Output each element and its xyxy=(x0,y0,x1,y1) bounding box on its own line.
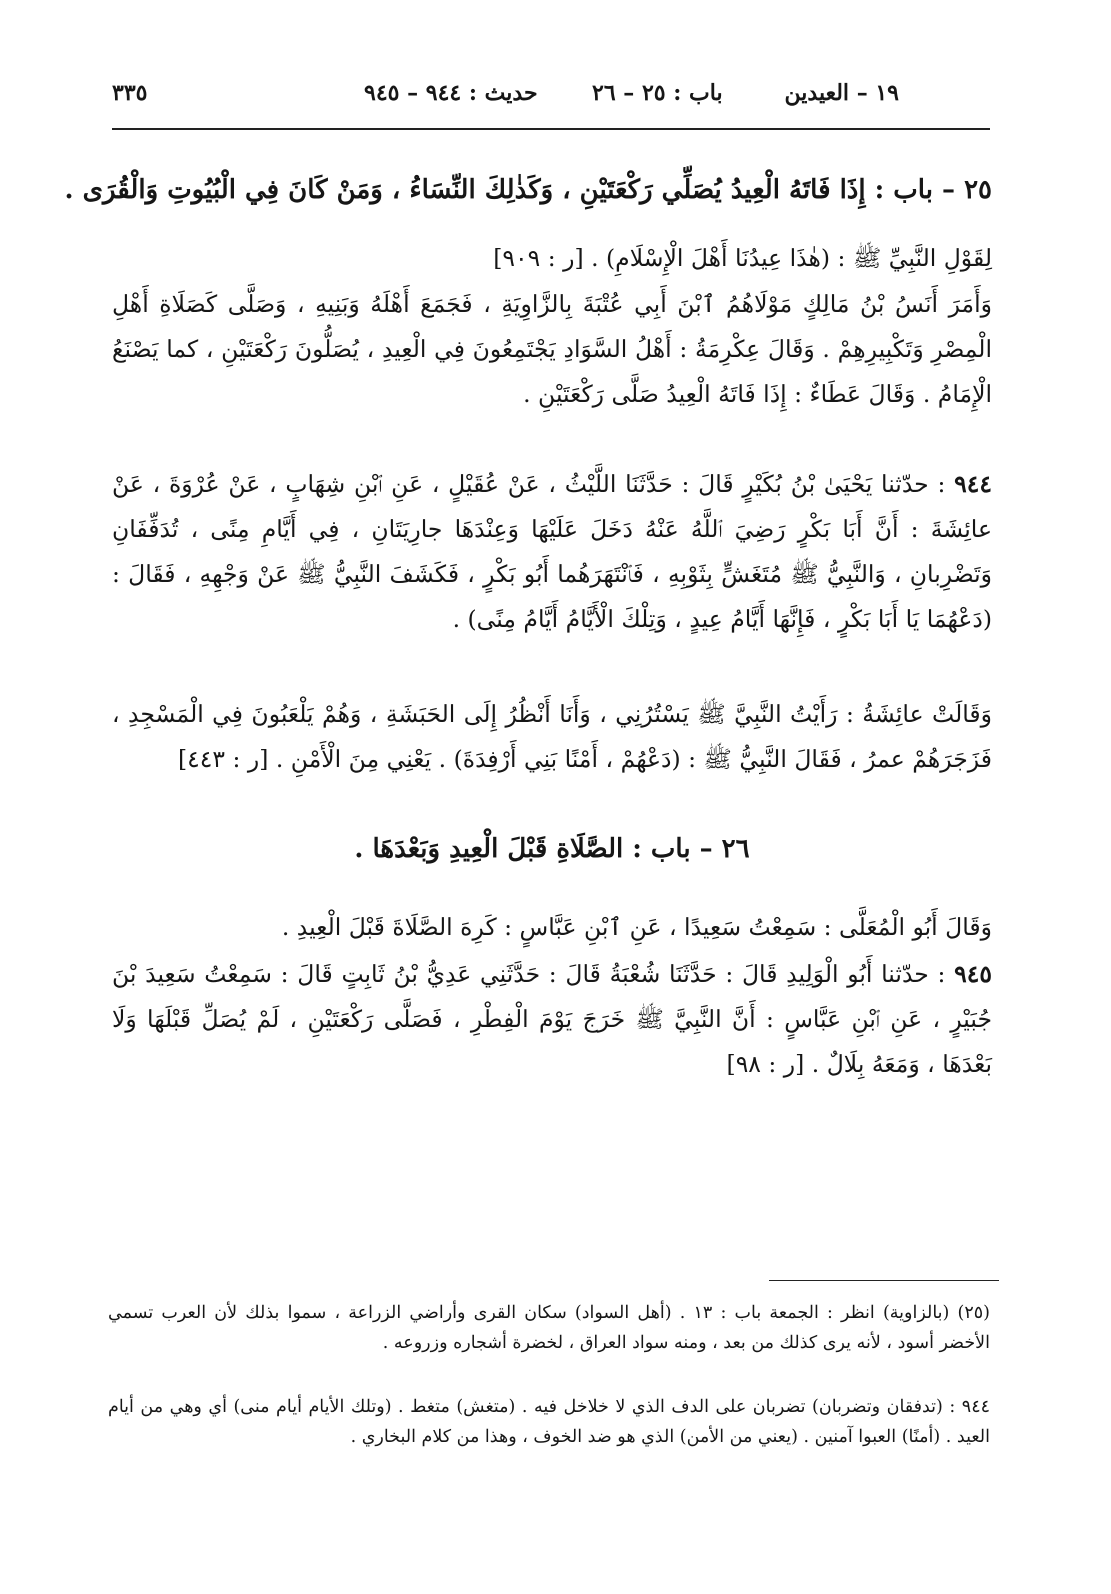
footnote-25: (٢٥) (بالزاوية) انظر : الجمعة باب : ١٣ . (أهل السواد) سكان القرى وأراضي الزراعة ، سموا بذلك لأن العرب تسمي الأخضر أسود ، لأنه يرى كذلك من بعد ، ومنه سواد العراق ، لخضرة أشجاره وزروعه . xyxy=(108,1303,990,1353)
hadith-945 xyxy=(112,952,992,1087)
hadith-944 xyxy=(112,462,992,642)
hadith-944-text: : حدّثنا يَحْيَىٰ بْنُ بُكَيْرٍ قَالَ : حَدَّثَنَا اللَّيْثُ ، عَنْ عُقَيْلٍ ، عَنِ ٱبْنِ شِهَابٍ ، عَنْ عُرْوَةَ ، عَنْ عائِشَةَ : أَنَّ أَبَا بَكْرٍ رَضِيَ ٱللَّهُ عَنْهُ دَخَلَ عَلَيْهَا وَعِنْدَهَا جارِيَتَانِ ، فِي أَيَّامِ مِنًى ، تُدَفِّفَانِ وَتَضْرِبانِ ، وَالنَّبِيُّ ﷺ مُتَغَشٍّ بِثَوْبِهِ ، فَٱنْتَهَرَهُما أَبُو بَكْرٍ ، فَكَشَفَ النَّبِيُّ ﷺ عَنْ وَجْهِهِ ، فَقَالَ : (دَعْهُمَا يَا أَبَا بَكْرٍ ، فَإِنَّهَا أَيَّامُ عِيدٍ ، وَتِلْكَ الْأَيَّامُ أَيَّامُ مِنًى) . xyxy=(112,470,992,633)
page-number: ٣٣٥ xyxy=(112,80,148,106)
bab-25-heading: ٢٥ – باب : إِذَا فَاتَهُ الْعِيدُ يُصَلِّي رَكْعَتَيْنِ ، وَكَذٰلِكَ النِّسَاءُ ، وَمَنْ كَانَ فِي الْبُيُوتِ وَالْقُرَى . xyxy=(64,175,992,205)
hadith-945-text: : حدّثنا أَبُو الْوَلِيدِ قَالَ : حَدَّثَنَا شُعْبَةُ قَالَ : حَدَّثَنِي عَدِيُّ بْنُ ثَابِتٍ قَالَ : سَمِعْتُ سَعِيدَ بْنَ جُبَيْرٍ ، عَنِ ٱبْنِ عَبَّاسٍ : أَنَّ النَّبِيَّ ﷺ خَرَجَ يَوْمَ الْفِطْرِ ، فَصَلَّى رَكْعَتَيْنِ ، لَمْ يُصَلِّ قَبْلَهَا وَلَا بَعْدَهَا ، وَمَعَهُ بِلَالٌ . [ر : ٩٨] xyxy=(112,960,992,1078)
footnote-944: ٩٤٤ : (تدفقان وتضربان) تضربان على الدف الذي لا خلاخل فيه . (متغش) متغط . (وتلك الأيام أيام منى) أي وهي من أيام العيد . (أمنًا) العبوا آمنين . (يعني من الأمن) الذي هو ضد الخوف ، وهذا من كلام البخاري . xyxy=(108,1397,990,1447)
hadith-944-number: ٩٤٤ xyxy=(954,470,992,498)
header-divider xyxy=(112,128,990,130)
hadith-944-continuation: وَقَالَتْ عائِشَةُ : رَأَيْتُ النَّبِيَّ ﷺ يَسْتُرُنِي ، وَأَنَا أَنْظُرُ إِلَى الحَبَشَةِ ، وَهُمْ يَلْعَبُونَ فِي الْمَسْجِدِ ، فَزَجَرَهُمْ عمرُ ، فَقَالَ النَّبِيُّ ﷺ : (دَعْهُمْ ، أَمْنًا بَنِي أَرْفِدَةَ) . يَعْنِي مِنَ الْأَمْنِ . [ر : ٤٤٣] xyxy=(112,700,992,773)
hadith-945-number: ٩٤٥ xyxy=(954,960,992,988)
bab-26-heading: ٢٦ – باب : الصَّلَاةِ قَبْلَ الْعِيدِ وَبَعْدَهَا . xyxy=(354,834,750,864)
footnote-divider xyxy=(769,1280,999,1281)
bab-25-athar: وَأَمَرَ أَنَسُ بْنُ مَالِكٍ مَوْلَاهُمُ ٱبْنَ أَبِي عُتْبَةَ بِالزَّاوِيَةِ ، فَجَمَعَ أَهْلَهُ وَبَنِيهِ ، وَصَلَّى كَصَلَاةِ أَهْلِ الْمِصْرِ وَتَكْبِيرِهِمْ . وَقَالَ عِكْرِمَةُ : أَهْلُ السَّوَادِ يَجْتَمِعُونَ فِي الْعِيدِ ، يُصَلُّونَ رَكْعَتَيْنِ ، كما يَصْنَعُ الْإِمَامُ . وَقَالَ عَطَاءٌ : إِذَا فَاتَهُ الْعِيدُ صَلَّى رَكْعَتَيْنِ . xyxy=(112,290,992,408)
bab-26-athar: وَقَالَ أَبُو الْمُعَلَّى : سَمِعْتُ سَعِيدًا ، عَنِ ٱبْنِ عَبَّاسٍ : كَرِهَ الصَّلَاةَ قَبْلَ الْعِيدِ . xyxy=(281,913,992,941)
bab-range: باب : ٢٥ – ٢٦ xyxy=(592,80,723,106)
bab-25-intro-text: لِقَوْلِ النَّبِيِّ ﷺ : (هٰذَا عِيدُنَا أَهْلَ الْإِسْلَامِ) . [ر : ٩٠٩] xyxy=(493,244,992,272)
running-header xyxy=(112,80,999,122)
chapter-title: ١٩ – العيدين xyxy=(784,80,899,106)
bab-25-intro xyxy=(112,236,992,281)
hadith-range: حديث : ٩٤٤ – ٩٤٥ xyxy=(364,80,538,106)
